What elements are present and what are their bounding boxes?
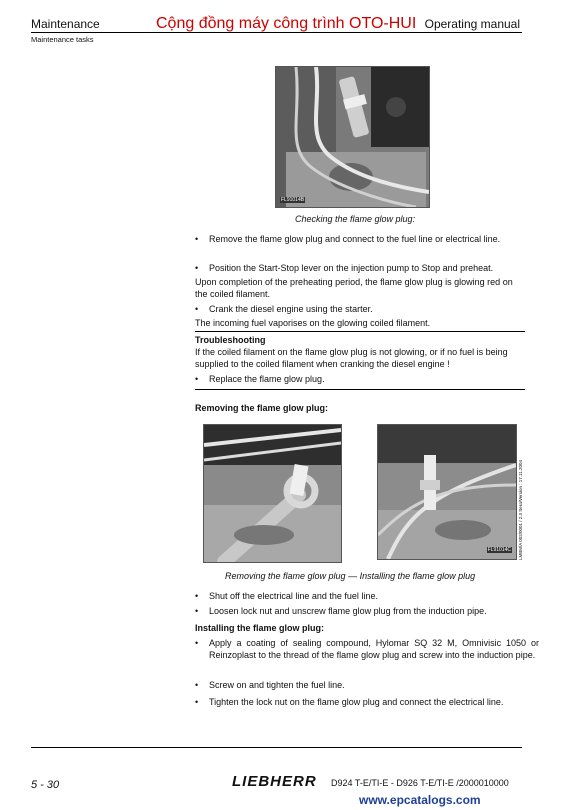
header-subsection: Maintenance tasks	[31, 35, 94, 44]
list-item: • Replace the flame glow plug.	[195, 374, 539, 386]
photo-removing-flame-glow-plug	[203, 424, 342, 563]
footer-page-number: 5 - 30	[31, 779, 60, 791]
preheat-note: Upon completion of the preheating period, the flame glow plug is glowing red on the coiled filament.	[195, 277, 513, 299]
footer-rule	[31, 747, 522, 748]
troubleshooting-title: Troubleshooting	[195, 335, 266, 345]
installing-title: Installing the flame glow plug:	[195, 623, 325, 633]
header-manual: Operating manual	[424, 17, 520, 31]
plate-code: FL91014B	[281, 197, 305, 203]
footer-model: D924 T-E/TI-E - D926 T-E/TI-E /2000010000	[331, 778, 509, 788]
photo-glow-plug-illustration	[378, 425, 516, 559]
list-item: • Shut off the electrical line and the fuel line.	[195, 591, 539, 603]
fuel-note: The incoming fuel vaporises on the glowing coiled filament.	[195, 318, 431, 328]
photo-checking-flame-glow-plug	[275, 66, 430, 208]
side-version-text: LMBM/A 002/0001 / 2.3 Sera/Version : 17.11.2004	[518, 460, 523, 560]
side-version-note	[518, 400, 528, 560]
list-item: • Remove the flame glow plug and connect to the fuel line or electrical line.	[195, 234, 539, 246]
removing-title: Removing the flame glow plug:	[195, 403, 329, 413]
list-item: • Screw on and tighten the fuel line.	[195, 680, 539, 692]
header-section: Maintenance	[31, 17, 100, 31]
website-watermark: www.epcatalogs.com	[359, 793, 481, 807]
photo-engine-illustration	[276, 67, 429, 207]
troubleshooting-rule	[195, 331, 525, 332]
photo-installing-flame-glow-plug	[377, 424, 517, 560]
list-item: • Apply a coating of sealing compound, Hylomar SQ 32 M, Omnivisic 1050 or Reinzoplast to the thread of the flame glow plug and screw into the induction pipe.	[195, 638, 539, 661]
list-item: • Position the Start-Stop lever on the injection pump to Stop and preheat.	[195, 263, 539, 275]
plate-code: FL91014C	[487, 547, 511, 553]
list-item: • Crank the diesel engine using the starter.	[195, 304, 539, 316]
list-item: • Loosen lock nut and unscrew flame glow plug from the induction pipe.	[195, 606, 539, 618]
header-rule	[31, 32, 522, 33]
liebherr-logo: LIEBHERR	[232, 773, 317, 790]
troubleshooting-end-rule	[195, 389, 525, 390]
figure1-caption: Checking the flame glow plug:	[295, 214, 416, 224]
list-item: • Tighten the lock nut on the flame glow plug and connect the electrical line.	[195, 697, 539, 709]
troubleshooting-text: If the coiled filament on the flame glow plug is not glowing, or if no fuel is being supplied to the coiled filament when cranking the diesel engine !	[195, 347, 508, 369]
removing-caption: Removing the flame glow plug — Installing the flame glow plug	[225, 571, 476, 581]
photo-wrench-illustration	[204, 425, 341, 562]
watermark-title: Cộng đồng máy công trình OTO-HUI	[156, 15, 417, 32]
